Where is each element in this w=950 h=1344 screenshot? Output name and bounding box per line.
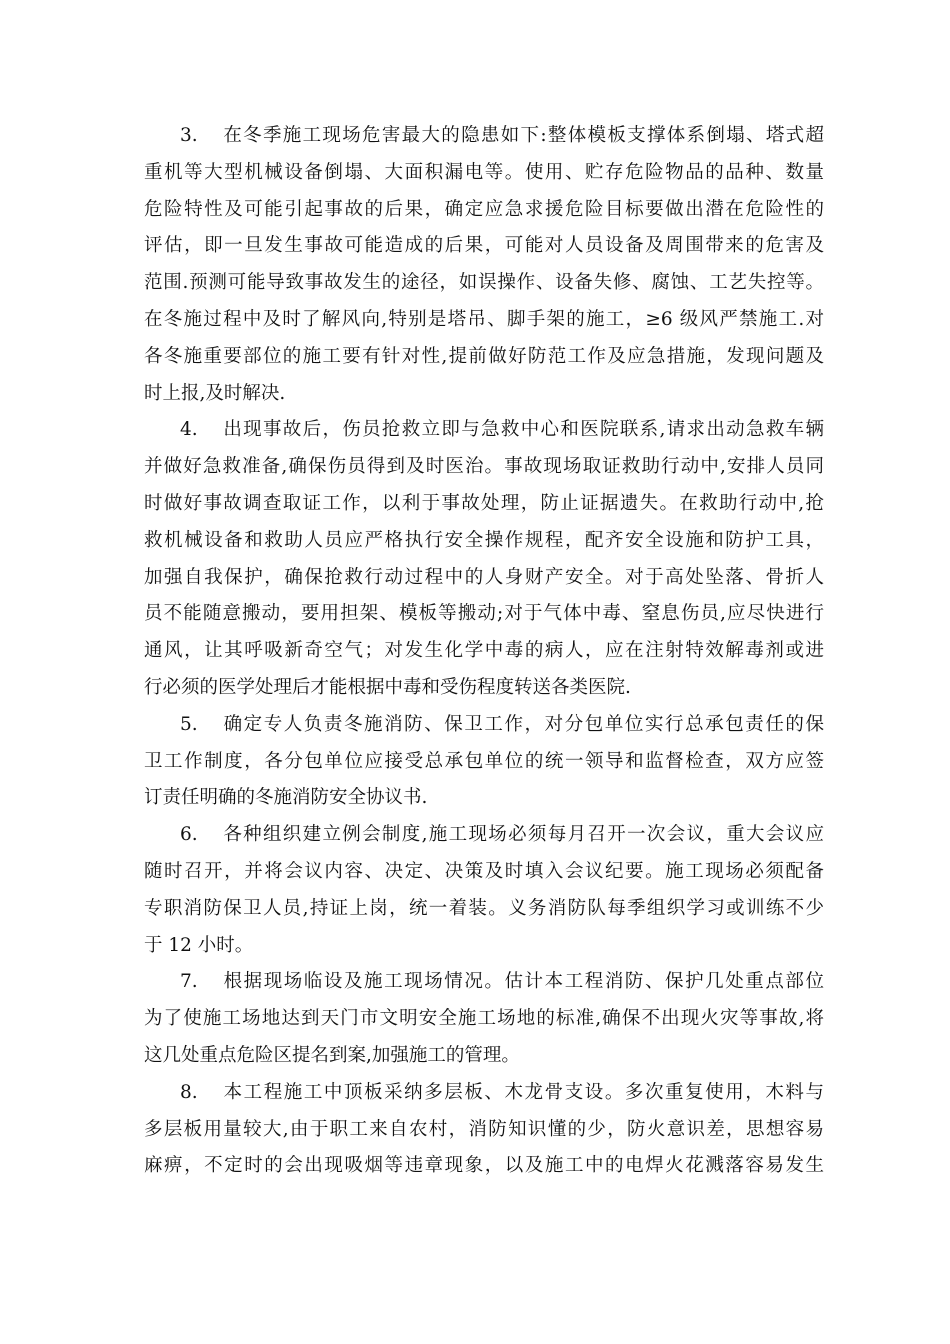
paragraph-number: 3.: [180, 125, 198, 146]
text-line: [144, 928, 824, 965]
line-text: 危险特性及可能引起事故的后果，确定应急求援危险目标要做出潜在危险性的: [144, 198, 824, 220]
paragraph-8: [144, 1075, 824, 1185]
text-line: [144, 596, 824, 633]
line-text: 加强自我保护，确保抢救行动过程中的人身财产安全。对于高处坠落、骨折人: [144, 566, 824, 588]
text-line: [144, 1112, 824, 1149]
text-line: [144, 449, 824, 486]
line-text: 在冬施过程中及时了解风向,特别是塔吊、脚手架的施工，≥6 级风严禁施工.对: [144, 308, 824, 330]
paragraph-number: 7.: [180, 971, 198, 993]
line-text: 为了使施工场地达到天门市文明安全施工场地的标准,确保不出现火灾等事故,将: [144, 1008, 824, 1030]
text-line: [144, 192, 824, 229]
line-text: 行必须的医学处理后才能根据中毒和受伤程度转送各类医院.: [144, 676, 631, 698]
text-line: [144, 302, 824, 339]
text-line: [144, 560, 824, 597]
text-line: [144, 707, 824, 744]
document-body: [144, 118, 824, 1185]
line-text: 确定专人负责冬施消防、保卫工作，对分包单位实行总承包责任的保: [222, 713, 824, 735]
paragraph-number: 6.: [180, 824, 198, 846]
paragraph-7: [144, 964, 824, 1074]
text-line: [144, 1038, 824, 1075]
line-text: 出现事故后，伤员抢救立即与急救中心和医院联系,请求出动急救车辆: [222, 419, 824, 441]
paragraph-6: [144, 817, 824, 964]
line-text: 在冬季施工现场危害最大的隐患如下:整体模板支撑体系倒塌、塔式超: [222, 125, 824, 146]
line-text: 订责任明确的冬施消防安全协议书.: [144, 787, 428, 809]
line-text: 各种组织建立例会制度,施工现场必须每月召开一次会议，重大会议应: [222, 824, 824, 846]
text-line: [144, 1001, 824, 1038]
text-line: [144, 412, 824, 449]
line-text: 救机械设备和救助人员应严格执行安全操作规程，配齐安全设施和防护工具，: [144, 529, 824, 551]
text-line: [144, 228, 824, 265]
text-line: [144, 155, 824, 192]
text-line: [144, 118, 824, 155]
text-line: [144, 1075, 824, 1112]
text-line: [144, 670, 824, 707]
text-line: [144, 523, 824, 560]
line-text: 这几处重点危险区提名到案,加强施工的管理。: [144, 1044, 520, 1066]
text-line: [144, 780, 824, 817]
text-line: [144, 265, 824, 302]
line-text: 麻痹，不定时的会出现吸烟等违章现象，以及施工中的电焊火花溅落容易发生: [144, 1155, 824, 1177]
text-line: [144, 817, 824, 854]
text-line: [144, 964, 824, 1001]
line-text: 卫工作制度，各分包单位应接受总承包单位的统一领导和监督检查，双方应签: [144, 750, 824, 772]
text-line: [144, 891, 824, 928]
text-line: [144, 339, 824, 376]
paragraph-number: 5.: [180, 713, 198, 735]
line-text: 并做好急救准备,确保伤员得到及时医治。事故现场取证救助行动中,安排人员同: [144, 456, 824, 478]
paragraph-4: [144, 412, 824, 706]
text-line: [144, 486, 824, 523]
paragraph-number: 8.: [180, 1081, 198, 1103]
text-line: [144, 376, 824, 413]
line-text: 通风，让其呼吸新奇空气；对发生化学中毒的病人，应在注射特效解毒剂或进: [144, 640, 824, 662]
line-text: 员不能随意搬动，要用担架、模板等搬动;对于气体中毒、窒息伤员,应尽快进行: [144, 603, 824, 625]
line-text: 各冬施重要部位的施工要有针对性,提前做好防范工作及应急措施，发现问题及: [144, 345, 824, 367]
line-text: 重机等大型机械设备倒塌、大面积漏电等。使用、贮存危险物品的品种、数量: [144, 161, 824, 183]
line-text: 本工程施工中顶板采纳多层板、木龙骨支设。多次重复使用，木料与: [222, 1081, 824, 1103]
line-text: 评估，即一旦发生事故可能造成的后果，可能对人员设备及周围带来的危害及: [144, 235, 824, 257]
line-text: 范围.预测可能导致事故发生的途径，如误操作、设备失修、腐蚀、工艺失控等。: [144, 272, 824, 294]
line-text: 时上报,及时解决.: [144, 382, 286, 404]
paragraph-5: [144, 707, 824, 817]
paragraph-3: [144, 118, 824, 412]
paragraph-number: 4.: [180, 419, 198, 441]
text-line: [144, 744, 824, 781]
line-text: 时做好事故调查取证工作，以利于事故处理，防止证据遗失。在救助行动中,抢: [144, 492, 824, 514]
line-text: 随时召开，并将会议内容、决定、决策及时填入会议纪要。施工现场必须配备: [144, 860, 824, 882]
text-line: [144, 854, 824, 891]
text-line: [144, 633, 824, 670]
line-text: 根据现场临设及施工现场情况。估计本工程消防、保护几处重点部位: [222, 971, 824, 993]
text-line: [144, 1148, 824, 1185]
line-text: 多层板用量较大,由于职工来自农村，消防知识懂的少，防火意识差，思想容易: [144, 1118, 824, 1140]
line-text: 专职消防保卫人员,持证上岗，统一着装。义务消防队每季组织学习或训练不少: [144, 897, 824, 919]
line-text: 于 12 小时。: [144, 934, 254, 956]
